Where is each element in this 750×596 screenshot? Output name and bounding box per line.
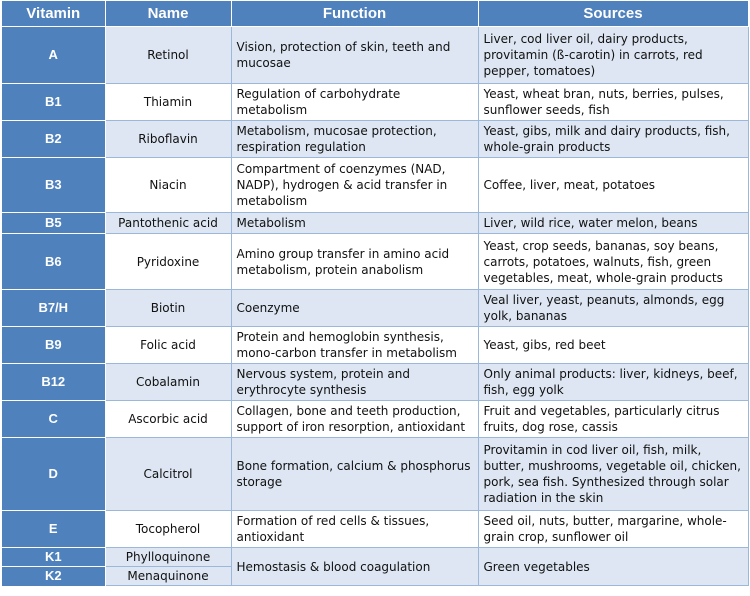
vitamin-cell: B1 bbox=[2, 84, 105, 121]
function-cell: Formation of red cells & tissues, antioxidant bbox=[231, 511, 478, 548]
function-cell: Hemostasis & blood coagulation bbox=[231, 548, 478, 586]
vitamin-cell: C bbox=[2, 401, 105, 438]
sources-cell: Provitamin in cod liver oil, fish, milk, butter, mushrooms, vegetable oil, chicken, pork, sea fish. Synthesized through solar radiation in the skin bbox=[478, 438, 748, 511]
sources-cell: Veal liver, yeast, peanuts, almonds, egg yolk, bananas bbox=[478, 290, 748, 327]
vitamin-cell: B7/H bbox=[2, 290, 105, 327]
function-cell: Coenzyme bbox=[231, 290, 478, 327]
name-cell: Pantothenic acid bbox=[105, 213, 231, 234]
name-cell: Biotin bbox=[105, 290, 231, 327]
function-cell: Compartment of coenzymes (NAD, NADP), hydrogen & acid transfer in metabolism bbox=[231, 158, 478, 213]
function-cell: Metabolism bbox=[231, 213, 478, 234]
vitamin-cell: K1 bbox=[2, 548, 105, 567]
vitamin-cell: B2 bbox=[2, 121, 105, 158]
name-cell: Phylloquinone bbox=[105, 548, 231, 567]
table-row bbox=[2, 364, 748, 401]
sources-cell: Coffee, liver, meat, potatoes bbox=[478, 158, 748, 213]
table-row bbox=[2, 84, 748, 121]
function-cell: Protein and hemoglobin synthesis, mono-carbon transfer in metabolism bbox=[231, 327, 478, 364]
table-row bbox=[2, 213, 748, 234]
vitamin-cell: A bbox=[2, 27, 105, 84]
table-row bbox=[2, 290, 748, 327]
name-cell: Retinol bbox=[105, 27, 231, 84]
table-row bbox=[2, 27, 748, 84]
sources-cell: Yeast, gibs, milk and dairy products, fish, whole-grain products bbox=[478, 121, 748, 158]
name-cell: Niacin bbox=[105, 158, 231, 213]
sources-cell: Liver, cod liver oil, dairy products, provitamin (ß-carotin) in carrots, red pepper, tomatoes) bbox=[478, 27, 748, 84]
function-cell: Bone formation, calcium & phosphorus storage bbox=[231, 438, 478, 511]
name-cell: Folic acid bbox=[105, 327, 231, 364]
name-cell: Tocopherol bbox=[105, 511, 231, 548]
function-cell: Metabolism, mucosae protection, respiration regulation bbox=[231, 121, 478, 158]
function-cell: Nervous system, protein and erythrocyte synthesis bbox=[231, 364, 478, 401]
table-row bbox=[2, 438, 748, 511]
vitamin-cell: B5 bbox=[2, 213, 105, 234]
name-cell: Thiamin bbox=[105, 84, 231, 121]
function-cell: Collagen, bone and teeth production, support of iron resorption, antioxidant bbox=[231, 401, 478, 438]
table-row bbox=[2, 548, 748, 567]
name-cell: Calcitrol bbox=[105, 438, 231, 511]
sources-cell: Only animal products: liver, kidneys, beef, fish, egg yolk bbox=[478, 364, 748, 401]
name-cell: Cobalamin bbox=[105, 364, 231, 401]
sources-cell: Liver, wild rice, water melon, beans bbox=[478, 213, 748, 234]
table-row bbox=[2, 401, 748, 438]
table-row bbox=[2, 327, 748, 364]
sources-cell: Green vegetables bbox=[478, 548, 748, 586]
name-cell: Ascorbic acid bbox=[105, 401, 231, 438]
header-name: Name bbox=[105, 1, 231, 27]
sources-cell: Fruit and vegetables, particularly citrus fruits, dog rose, cassis bbox=[478, 401, 748, 438]
vitamin-cell: K2 bbox=[2, 567, 105, 586]
vitamin-cell: B6 bbox=[2, 234, 105, 290]
function-cell: Vision, protection of skin, teeth and mucosae bbox=[231, 27, 478, 84]
vitamin-table bbox=[2, 1, 749, 586]
name-cell: Riboflavin bbox=[105, 121, 231, 158]
sources-cell: Seed oil, nuts, butter, margarine, whole-grain crop, sunflower oil bbox=[478, 511, 748, 548]
table-row bbox=[2, 511, 748, 548]
function-cell: Regulation of carbohydrate metabolism bbox=[231, 84, 478, 121]
header-vitamin: Vitamin bbox=[2, 1, 105, 27]
sources-cell: Yeast, gibs, red beet bbox=[478, 327, 748, 364]
sources-cell: Yeast, crop seeds, bananas, soy beans, carrots, potatoes, walnuts, fish, green vegetables, meat, whole-grain products bbox=[478, 234, 748, 290]
vitamin-cell: D bbox=[2, 438, 105, 511]
header-row bbox=[2, 1, 748, 27]
vitamin-cell: B9 bbox=[2, 327, 105, 364]
vitamin-cell: E bbox=[2, 511, 105, 548]
header-sources: Sources bbox=[478, 1, 748, 27]
name-cell: Pyridoxine bbox=[105, 234, 231, 290]
function-cell: Amino group transfer in amino acid metabolism, protein anabolism bbox=[231, 234, 478, 290]
sources-cell: Yeast, wheat bran, nuts, berries, pulses, sunflower seeds, fish bbox=[478, 84, 748, 121]
vitamin-cell: B3 bbox=[2, 158, 105, 213]
table-row bbox=[2, 121, 748, 158]
table-row bbox=[2, 158, 748, 213]
vitamin-cell: B12 bbox=[2, 364, 105, 401]
table-row bbox=[2, 234, 748, 290]
name-cell: Menaquinone bbox=[105, 567, 231, 586]
header-function: Function bbox=[231, 1, 478, 27]
